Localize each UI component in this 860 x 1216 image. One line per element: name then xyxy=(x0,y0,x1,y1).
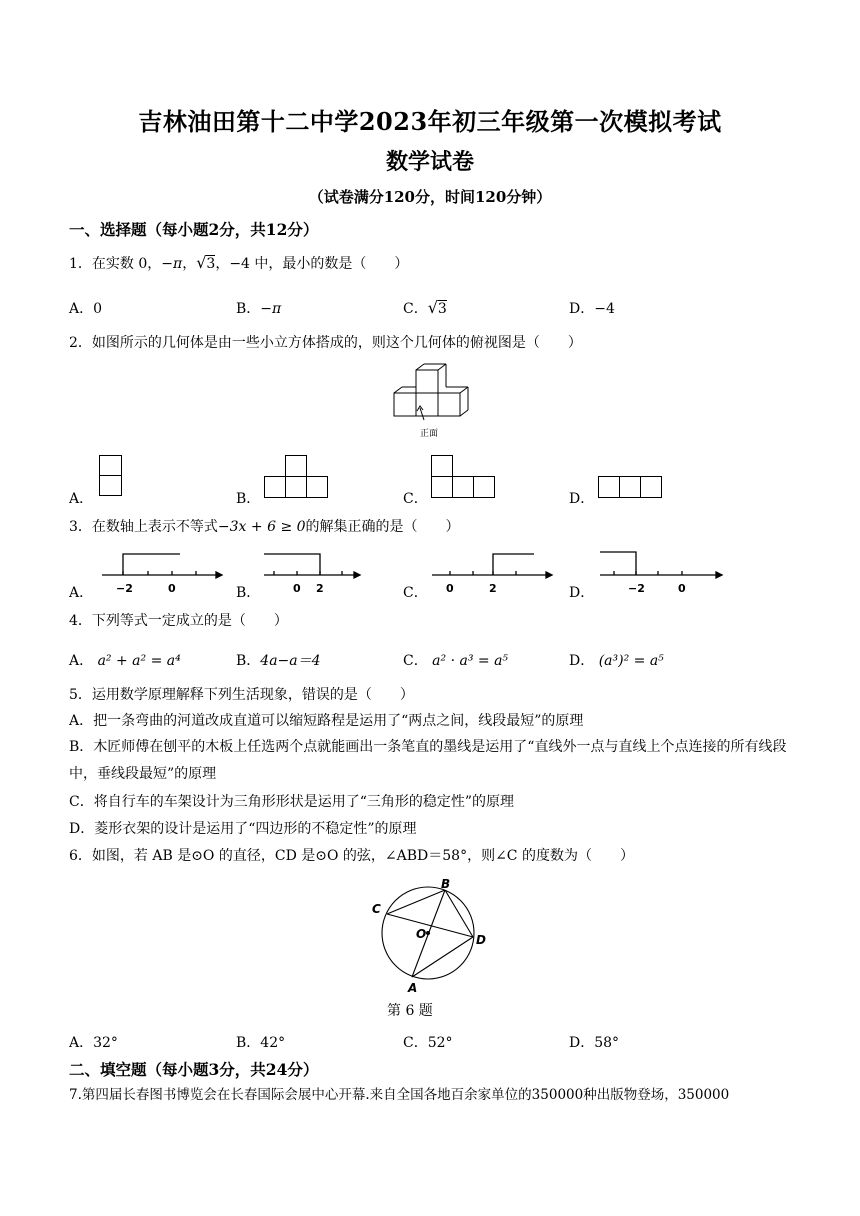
svg-text:0: 0 xyxy=(168,582,176,595)
exam-note: （试卷满分120分，时间120分钟） xyxy=(308,188,552,206)
q1-option-a: A．0 xyxy=(69,301,103,317)
section-1-heading: 一、选择题（每小题2分，共12分） xyxy=(69,220,319,239)
question-1: 1．在实数 0，−π，√3，−4 中，最小的数是（ ） xyxy=(69,253,409,272)
circle-figure xyxy=(368,876,492,996)
svg-text:−2: −2 xyxy=(628,582,645,595)
svg-text:O: O xyxy=(416,927,427,941)
q2-option-d: D． xyxy=(569,491,595,507)
q4-option-d: D． (a³)² = a⁵ xyxy=(569,653,664,669)
question-2: 2．如图所示的几何体是由一些小立方体搭成的，则这个几何体的俯视图是（ ） xyxy=(69,335,582,351)
q4-option-b: B．4a−a＝4 xyxy=(236,653,321,669)
q4-option-c: C． a² · a³ = a⁵ xyxy=(403,653,509,669)
q6-option-c: C．52° xyxy=(403,1035,453,1051)
svg-text:B: B xyxy=(441,877,451,891)
section-2-heading: 二、填空题（每小题3分，共24分） xyxy=(69,1060,319,1079)
q3-option-d: D． xyxy=(569,585,595,601)
q6-option-d: D．58° xyxy=(569,1035,620,1051)
exam-subject: 数学试卷 xyxy=(385,149,474,175)
exam-title: 吉林油田第十二中学2023年初三年级第一次模拟考试 xyxy=(138,107,722,136)
q2-option-c: C． xyxy=(403,491,428,507)
q1-option-b: B．−π xyxy=(236,301,282,317)
question-3: 3．在数轴上表示不等式−3x + 6 ≥ 0的解集正确的是（ ） xyxy=(69,519,460,535)
q5-option-c: C．将自行车的车架设计为三角形形状是运用了“三角形的稳定性”的原理 xyxy=(69,794,515,810)
svg-text:D: D xyxy=(476,933,486,947)
question-4: 4．下列等式一定成立的是（ ） xyxy=(69,613,288,629)
q3-number-line-a xyxy=(100,550,222,598)
svg-text:−2: −2 xyxy=(116,582,133,595)
q2-option-b: B． xyxy=(236,491,261,507)
svg-text:A: A xyxy=(408,981,418,995)
svg-text:0: 0 xyxy=(678,582,686,595)
q5-option-b: B．木匠师傅在刨平的木板上任选两个点就能画出一条笔直的墨线是运用了“直线外一点与直线上个点连接的所有线段中，垂线段最短”的原理 xyxy=(69,739,787,782)
q3-number-line-d xyxy=(598,548,722,598)
q6-option-b: B．42° xyxy=(236,1035,286,1051)
q3-number-line-b xyxy=(262,550,360,598)
question-6: 6．如图，若 AB 是⊙O 的直径，CD 是⊙O 的弦，∠ABD＝58°，则∠C 的度数为（ ） xyxy=(69,848,634,864)
solid-figure xyxy=(390,364,470,440)
q5-option-d: D．菱形衣架的设计是运用了“四边形的不稳定性”的原理 xyxy=(69,821,417,837)
q1-option-d: D．−4 xyxy=(569,301,615,317)
svg-text:2: 2 xyxy=(316,582,324,595)
q2-view-d xyxy=(598,476,664,500)
q5-option-a: A．把一条弯曲的河道改成直道可以缩短路程是运用了“两点之间，线段最短”的原理 xyxy=(69,713,584,729)
question-7: 7.第四届长春图书博览会在长春国际会展中心开幕.来自全国各地百余家单位的350000种出版物登场，350000 xyxy=(69,1087,730,1103)
q1-option-c: C．√3 xyxy=(403,298,447,317)
svg-text:0: 0 xyxy=(293,582,301,595)
front-label: 正面 xyxy=(420,429,439,439)
q2-option-a: A． xyxy=(69,491,94,507)
q6-option-a: A．32° xyxy=(69,1035,118,1051)
q2-view-a xyxy=(99,455,123,497)
q3-option-c: C． xyxy=(403,585,428,601)
svg-text:2: 2 xyxy=(489,582,497,595)
q3-option-b: B． xyxy=(236,585,261,601)
question-5: 5．运用数学原理解释下列生活现象，错误的是（ ） xyxy=(69,687,414,703)
figure-caption: 第 6 题 xyxy=(387,1003,433,1019)
svg-text:0: 0 xyxy=(446,582,454,595)
q4-option-a: A． a² + a² = a⁴ xyxy=(69,653,181,669)
q3-number-line-c xyxy=(430,550,552,598)
q2-view-b xyxy=(264,455,330,499)
q3-option-a: A． xyxy=(69,585,94,601)
svg-text:C: C xyxy=(372,902,381,916)
q2-view-c xyxy=(431,455,497,499)
